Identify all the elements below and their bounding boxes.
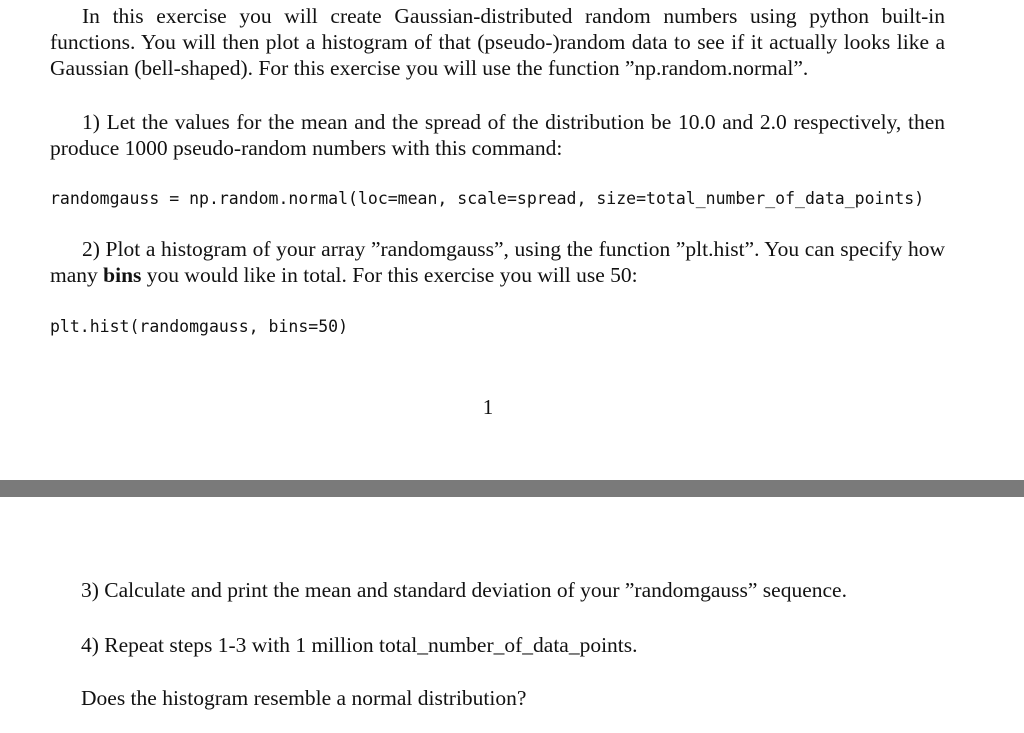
step-2-text-end: you would like in total. For this exercise you will use 50: bbox=[141, 263, 638, 287]
page-number: 1 bbox=[482, 395, 494, 419]
step-2-text-start: 2) Plot a histogram of your array ”randomgauss”, using the function ”plt.hist”. You can specify how many bbox=[50, 237, 945, 287]
step-4-paragraph: 4) Repeat steps 1-3 with 1 million total_number_of_data_points. bbox=[81, 633, 638, 657]
question-paragraph: Does the histogram resemble a normal distribution? bbox=[81, 686, 527, 710]
step-1-paragraph: 1) Let the values for the mean and the spread of the distribution be 10.0 and 2.0 respectively, then produce 1000 pseudo-random numbers with this command: bbox=[50, 110, 945, 160]
bins-bold-term: bins bbox=[103, 263, 142, 287]
step-2-paragraph bbox=[50, 236, 945, 288]
page-separator bbox=[0, 480, 1024, 497]
step-3-paragraph: 3) Calculate and print the mean and standard deviation of your ”randomgauss” sequence. bbox=[81, 578, 847, 602]
code-line-plt-hist: plt.hist(randomgauss, bins=50) bbox=[50, 317, 349, 336]
code-line-randomgauss: randomgauss = np.random.normal(loc=mean, scale=spread, size=total_number_of_data_points) bbox=[50, 189, 925, 208]
document-page-2 bbox=[0, 497, 1024, 733]
intro-paragraph: In this exercise you will create Gaussian-distributed random numbers using python built-in functions. You will then plot a histogram of that (pseudo-)random data to see if it actually looks like a Gaussian (bell-shaped). For this exercise you will use the function ”np.random.normal”. bbox=[50, 4, 945, 80]
